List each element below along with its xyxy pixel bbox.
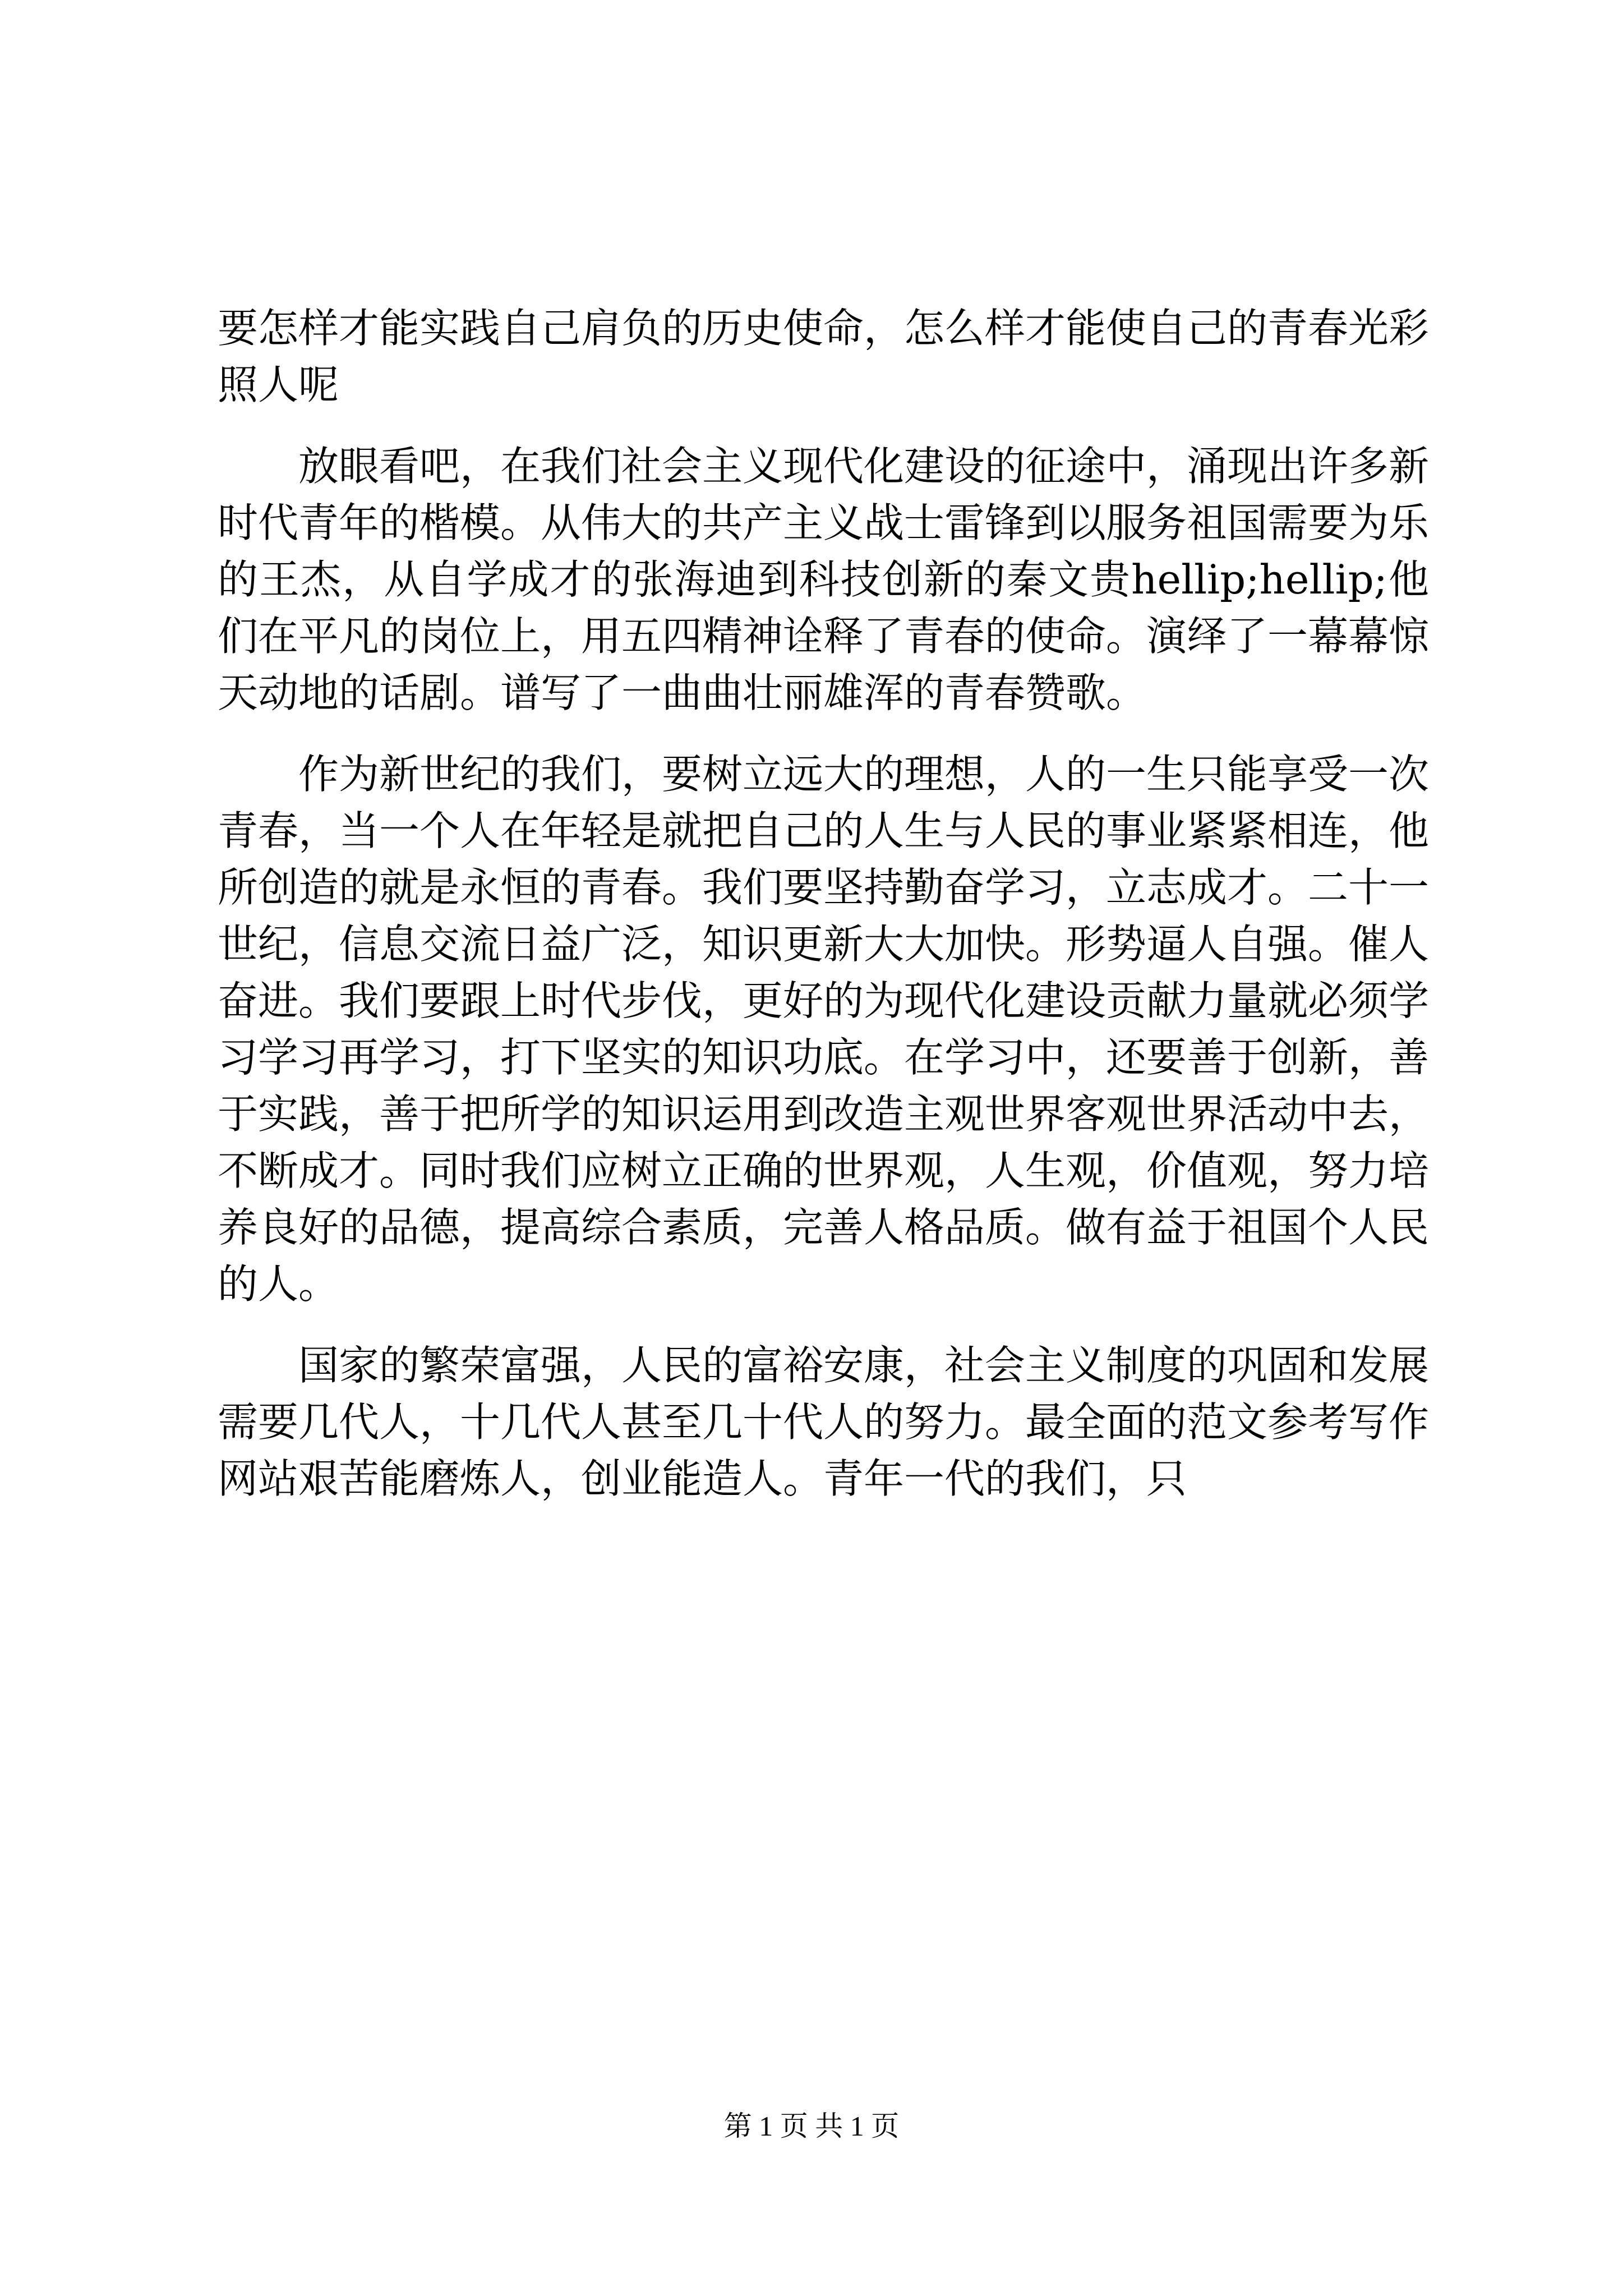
paragraph-new-century: 作为新世纪的我们，要树立远大的理想，人的一生只能享受一次青春，当一个人在年轻是就把自己的人生与人民的事业紧紧相连，他所创造的就是永恒的青春。我们要坚持勤奋学习，立志成才。二十一世纪，信息交流日益广泛，知识更新大大加快。形势逼人自强。催人奋进。我们要跟上时代步伐，更好的为现代化建设贡献力量就必须学习学习再学习，打下坚实的知识功底。在学习中，还要善于创新，善于实践，善于把所学的知识运用到改造主观世界客观世界活动中去，不断成才。同时我们应树立正确的世界观，人生观，价值观，努力培养良好的品德，提高综合素质，完善人格品质。做有益于祖国个人民的人。	[218, 751, 1430, 1308]
page-number-footer: 第 1 页 共 1 页	[723, 2110, 900, 2142]
document-body	[218, 300, 1429, 1507]
paragraph-continuation: 要怎样才能实践自己肩负的历史使命，怎么样才能使自己的青春光彩照人呢	[218, 305, 1430, 408]
paragraph-youth-models: 放眼看吧，在我们社会主义现代化建设的征途中，涌现出许多新时代青年的楷模。从伟大的共产主义战士雷锋到以服务祖国需要为乐的王杰，从自学成才的张海迪到科技创新的秦文贵hellip;hellip;他们在平凡的岗位上，用五四精神诠释了青春的使命。演绎了一幕幕惊天动地的话剧。谱写了一曲曲壮丽雄浑的青春赞歌。	[218, 443, 1430, 716]
paragraph-national-prosperity: 国家的繁荣富强，人民的富裕安康，社会主义制度的巩固和发展需要几代人，十几代人甚至几十代人的努力。最全面的范文参考写作网站艰苦能磨炼人，创业能造人。青年一代的我们，只	[218, 1342, 1430, 1502]
